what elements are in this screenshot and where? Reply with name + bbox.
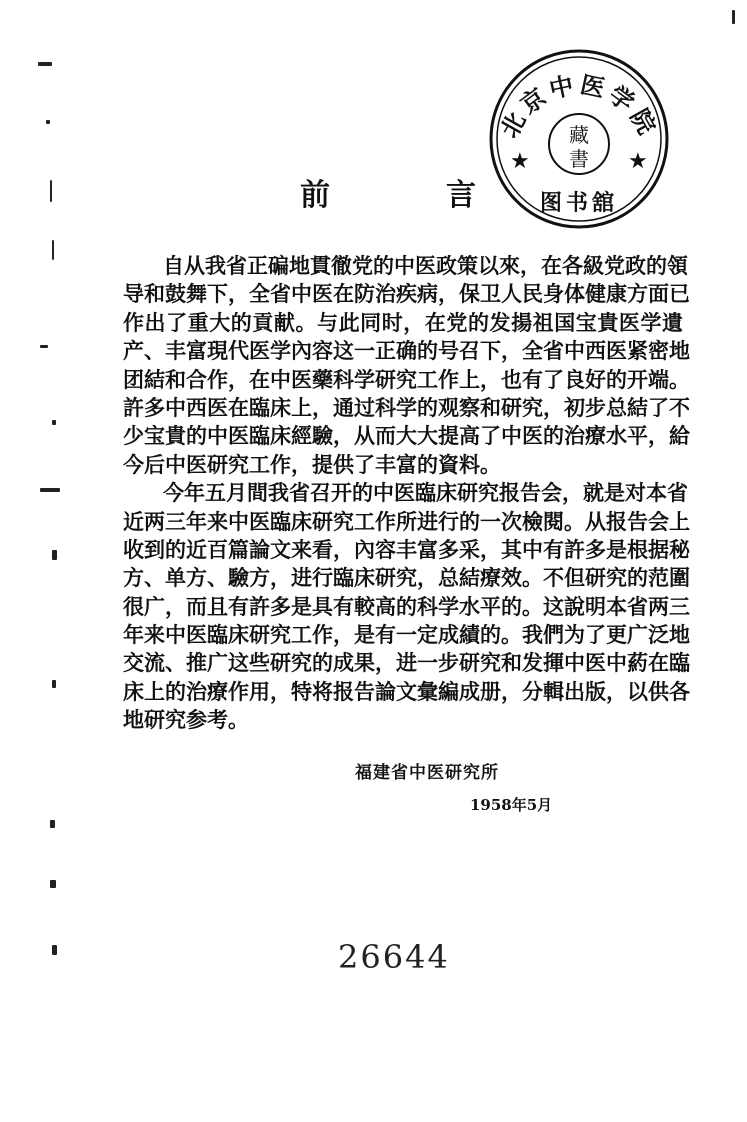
speck bbox=[46, 120, 50, 124]
text-line: 今年五月間我省召开的中医臨床研究报告会，就是对本省 bbox=[163, 480, 688, 506]
speck bbox=[50, 180, 52, 202]
speck bbox=[50, 820, 55, 828]
signature: 福建省中医研究所 bbox=[355, 763, 499, 783]
text-line: 收到的近百篇論文来看，內容丰富多采，其中有許多是根据秘 bbox=[123, 536, 690, 562]
svg-text:图书舘: 图书舘 bbox=[539, 191, 619, 216]
text-line: 导和鼓舞下，全省中医在防治疾病，保卫人民身体健康方面已 bbox=[123, 281, 690, 307]
text-line: 团結和合作，在中医藥科学研究工作上，也有了良好的开端。 bbox=[123, 366, 690, 392]
text-line: 很广，而且有許多是具有較高的科学水平的。这說明本省两三 bbox=[123, 593, 690, 619]
speck bbox=[52, 420, 56, 425]
svg-text:★: ★ bbox=[510, 149, 530, 174]
text-line: 方、单方、驗方，进行臨床研究，总結療效。不但研究的范圍 bbox=[123, 565, 690, 591]
text-line: 年来中医臨床研究工作，是有一定成績的。我們为了更广泛地 bbox=[123, 622, 690, 648]
svg-text:★: ★ bbox=[628, 149, 648, 174]
speck bbox=[52, 550, 57, 560]
speck bbox=[52, 945, 57, 955]
speck bbox=[732, 10, 735, 24]
library-stamp bbox=[488, 48, 670, 230]
paragraph-2 bbox=[123, 479, 690, 735]
text-line: 产、丰富現代医学內容这一正确的号召下，全省中西医紧密地 bbox=[123, 338, 690, 364]
text-line: 交流、推广这些研究的成果，进一步研究和发揮中医中葯在臨 bbox=[123, 650, 690, 676]
text-line: 作出了重大的貢献。与此同时，在党的发揚祖国宝貴医学遺 bbox=[123, 309, 683, 335]
paragraph-1 bbox=[123, 252, 690, 479]
svg-text:書: 書 bbox=[569, 147, 589, 171]
speck bbox=[40, 345, 48, 348]
text-line: 床上的治療作用，特将报告論文彙編成册，分輯出版，以供各 bbox=[123, 678, 690, 704]
date: 1958年5月 bbox=[470, 796, 553, 814]
speck bbox=[38, 62, 52, 66]
text-line: 自从我省正碥地貫徹党的中医政策以來，在各級党政的領 bbox=[163, 253, 688, 278]
text-line: 許多中西医在臨床上，通过科学的观察和研究，初步总結了不 bbox=[123, 394, 690, 420]
speck bbox=[50, 880, 56, 888]
title-char-1: 前 bbox=[300, 178, 330, 213]
preface-body bbox=[123, 252, 690, 735]
speck bbox=[52, 680, 56, 688]
text-line: 近两三年来中医臨床研究工作所进行的一次檢閱。从报告会上 bbox=[123, 508, 690, 534]
speck bbox=[52, 240, 54, 260]
text-line: 地研究参考。 bbox=[123, 707, 249, 733]
title-char-2: 言 bbox=[446, 178, 476, 213]
svg-text:北京中医学院: 北京中医学院 bbox=[495, 70, 663, 143]
speck bbox=[40, 488, 60, 492]
catalog-number: 26644 bbox=[338, 938, 450, 976]
svg-text:藏: 藏 bbox=[569, 123, 589, 147]
text-line: 少宝貴的中医臨床經驗，从而大大提高了中医的治療水平，給 bbox=[123, 423, 690, 449]
text-line: 今后中医研究工作，提供了丰富的資料。 bbox=[123, 451, 501, 477]
